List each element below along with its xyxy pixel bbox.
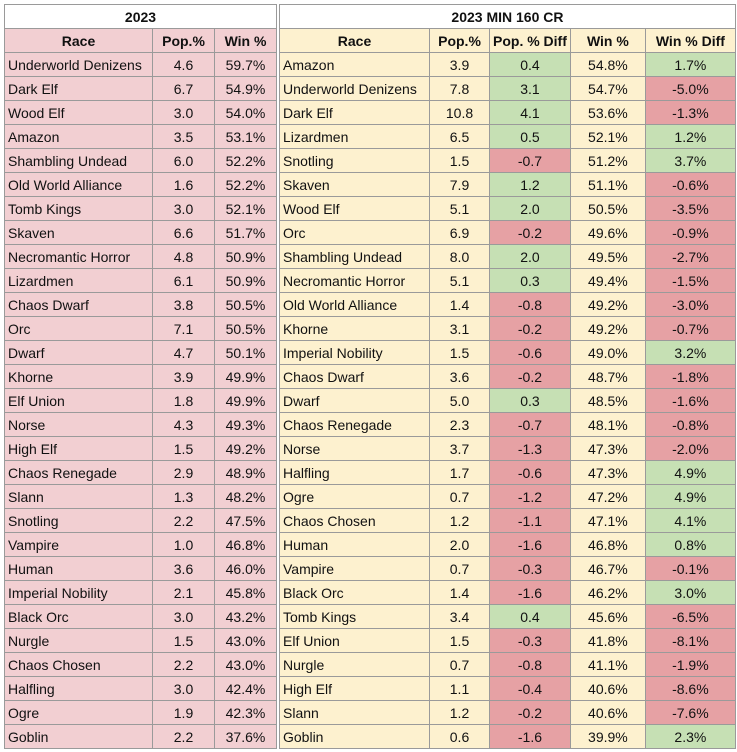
left-win-cell: 49.2% xyxy=(215,437,277,461)
right-win-diff-cell: -0.9% xyxy=(645,221,735,245)
right-pop-diff-cell: -0.6 xyxy=(490,461,571,485)
right-win-diff-cell: -8.6% xyxy=(645,677,735,701)
right-win-cell: 48.1% xyxy=(570,413,645,437)
right-win-cell: 45.6% xyxy=(570,605,645,629)
right-race-cell: Chaos Renegade xyxy=(280,413,430,437)
right-race-cell: Orc xyxy=(280,221,430,245)
left-win-cell: 50.1% xyxy=(215,341,277,365)
table-row xyxy=(5,653,736,677)
right-win-diff-cell: -8.1% xyxy=(645,629,735,653)
left-pop-cell: 3.0 xyxy=(153,605,215,629)
right-win-cell: 47.3% xyxy=(570,437,645,461)
left-pop-cell: 2.2 xyxy=(153,725,215,749)
right-win-diff-cell: -7.6% xyxy=(645,701,735,725)
table-row xyxy=(5,197,736,221)
right-race-cell: Khorne xyxy=(280,317,430,341)
left-race-cell: Black Orc xyxy=(5,605,153,629)
right-race-cell: Lizardmen xyxy=(280,125,430,149)
left-win-cell: 42.4% xyxy=(215,677,277,701)
right-win-cell: 48.5% xyxy=(570,389,645,413)
left-win-cell: 52.2% xyxy=(215,149,277,173)
right-race-cell: Slann xyxy=(280,701,430,725)
right-pop-diff-cell: -0.2 xyxy=(490,221,571,245)
left-race-cell: Chaos Renegade xyxy=(5,461,153,485)
left-win-cell: 48.2% xyxy=(215,485,277,509)
left-pop-cell: 3.0 xyxy=(153,101,215,125)
right-win-diff-cell: -1.5% xyxy=(645,269,735,293)
left-win-cell: 50.5% xyxy=(215,293,277,317)
right-pop-diff-cell: -0.6 xyxy=(490,341,571,365)
right-race-cell: Skaven xyxy=(280,173,430,197)
left-race-cell: Ogre xyxy=(5,701,153,725)
table-body xyxy=(5,53,736,749)
right-pop-cell: 1.4 xyxy=(430,581,490,605)
right-win-cell: 49.4% xyxy=(570,269,645,293)
right-pop-cell: 1.5 xyxy=(430,149,490,173)
right-race-cell: Vampire xyxy=(280,557,430,581)
right-win-diff-cell: -2.7% xyxy=(645,245,735,269)
right-win-diff-cell: 4.1% xyxy=(645,509,735,533)
left-pop-cell: 1.0 xyxy=(153,533,215,557)
right-win-cell: 51.2% xyxy=(570,149,645,173)
left-pop-cell: 3.0 xyxy=(153,197,215,221)
right-win-cell: 48.7% xyxy=(570,365,645,389)
right-pop-cell: 5.0 xyxy=(430,389,490,413)
left-win-cell: 37.6% xyxy=(215,725,277,749)
left-pop-cell: 6.7 xyxy=(153,77,215,101)
table-row xyxy=(5,701,736,725)
left-race-cell: Vampire xyxy=(5,533,153,557)
right-win-diff-cell: 4.9% xyxy=(645,461,735,485)
left-win-cell: 54.0% xyxy=(215,101,277,125)
right-pop-cell: 7.9 xyxy=(430,173,490,197)
right-pop-diff-cell: -0.2 xyxy=(490,365,571,389)
right-win-diff-cell: 4.9% xyxy=(645,485,735,509)
right-win-diff-cell: -2.0% xyxy=(645,437,735,461)
table-row xyxy=(5,341,736,365)
right-win-cell: 40.6% xyxy=(570,677,645,701)
right-win-diff-cell: -5.0% xyxy=(645,77,735,101)
right-pop-cell: 3.7 xyxy=(430,437,490,461)
right-pop-diff-cell: 4.1 xyxy=(490,101,571,125)
left-pop-cell: 6.1 xyxy=(153,269,215,293)
right-race-cell: Necromantic Horror xyxy=(280,269,430,293)
right-pop-cell: 6.9 xyxy=(430,221,490,245)
right-win-cell: 40.6% xyxy=(570,701,645,725)
right-race-cell: Ogre xyxy=(280,485,430,509)
left-win-cell: 46.0% xyxy=(215,557,277,581)
right-header-pop-diff: Pop. % Diff xyxy=(490,29,571,53)
left-race-cell: Underworld Denizens xyxy=(5,53,153,77)
left-win-cell: 49.3% xyxy=(215,413,277,437)
right-win-cell: 47.1% xyxy=(570,509,645,533)
left-pop-cell: 2.2 xyxy=(153,509,215,533)
left-race-cell: Norse xyxy=(5,413,153,437)
right-pop-diff-cell: 0.3 xyxy=(490,269,571,293)
right-race-cell: Norse xyxy=(280,437,430,461)
right-win-cell: 52.1% xyxy=(570,125,645,149)
left-win-cell: 59.7% xyxy=(215,53,277,77)
right-win-diff-cell: 3.7% xyxy=(645,149,735,173)
right-win-diff-cell: 1.7% xyxy=(645,53,735,77)
right-pop-diff-cell: -1.6 xyxy=(490,533,571,557)
left-race-cell: Goblin xyxy=(5,725,153,749)
left-header-win: Win % xyxy=(215,29,277,53)
right-pop-cell: 0.6 xyxy=(430,725,490,749)
left-race-cell: Elf Union xyxy=(5,389,153,413)
left-win-cell: 43.0% xyxy=(215,629,277,653)
column-header-row xyxy=(5,29,736,53)
left-win-cell: 48.9% xyxy=(215,461,277,485)
right-pop-diff-cell: -0.7 xyxy=(490,413,571,437)
left-race-cell: Orc xyxy=(5,317,153,341)
left-win-cell: 51.7% xyxy=(215,221,277,245)
left-pop-cell: 4.3 xyxy=(153,413,215,437)
table-row xyxy=(5,629,736,653)
table-row xyxy=(5,605,736,629)
right-race-cell: Tomb Kings xyxy=(280,605,430,629)
right-win-cell: 50.5% xyxy=(570,197,645,221)
left-win-cell: 47.5% xyxy=(215,509,277,533)
right-win-diff-cell: -0.1% xyxy=(645,557,735,581)
left-race-cell: Chaos Dwarf xyxy=(5,293,153,317)
table-row xyxy=(5,317,736,341)
right-win-cell: 47.3% xyxy=(570,461,645,485)
left-pop-cell: 1.5 xyxy=(153,629,215,653)
left-pop-cell: 6.0 xyxy=(153,149,215,173)
left-pop-cell: 3.9 xyxy=(153,365,215,389)
table-row xyxy=(5,77,736,101)
left-race-cell: Shambling Undead xyxy=(5,149,153,173)
left-race-cell: Human xyxy=(5,557,153,581)
right-race-cell: Amazon xyxy=(280,53,430,77)
right-pop-cell: 0.7 xyxy=(430,485,490,509)
left-race-cell: Chaos Chosen xyxy=(5,653,153,677)
right-win-cell: 49.2% xyxy=(570,293,645,317)
right-pop-diff-cell: -1.3 xyxy=(490,437,571,461)
left-win-cell: 49.9% xyxy=(215,389,277,413)
left-pop-cell: 2.1 xyxy=(153,581,215,605)
right-win-diff-cell: -1.9% xyxy=(645,653,735,677)
left-race-cell: Nurgle xyxy=(5,629,153,653)
right-pop-diff-cell: -1.6 xyxy=(490,725,571,749)
right-race-cell: Old World Alliance xyxy=(280,293,430,317)
table-row xyxy=(5,557,736,581)
right-pop-diff-cell: 2.0 xyxy=(490,245,571,269)
right-race-cell: Underworld Denizens xyxy=(280,77,430,101)
left-header-race: Race xyxy=(5,29,153,53)
left-header-pop: Pop.% xyxy=(153,29,215,53)
table-row xyxy=(5,125,736,149)
right-win-diff-cell: -1.3% xyxy=(645,101,735,125)
right-race-cell: Black Orc xyxy=(280,581,430,605)
right-win-cell: 54.8% xyxy=(570,53,645,77)
right-race-cell: Shambling Undead xyxy=(280,245,430,269)
right-pop-cell: 1.5 xyxy=(430,341,490,365)
left-pop-cell: 6.6 xyxy=(153,221,215,245)
left-pop-cell: 2.9 xyxy=(153,461,215,485)
left-pop-cell: 3.0 xyxy=(153,677,215,701)
right-pop-cell: 6.5 xyxy=(430,125,490,149)
right-pop-diff-cell: -1.2 xyxy=(490,485,571,509)
right-pop-diff-cell: 0.5 xyxy=(490,125,571,149)
right-win-diff-cell: -6.5% xyxy=(645,605,735,629)
right-win-diff-cell: 3.0% xyxy=(645,581,735,605)
right-pop-diff-cell: 1.2 xyxy=(490,173,571,197)
right-race-cell: Elf Union xyxy=(280,629,430,653)
right-pop-diff-cell: -0.3 xyxy=(490,629,571,653)
right-win-cell: 46.8% xyxy=(570,533,645,557)
right-win-diff-cell: 2.3% xyxy=(645,725,735,749)
right-pop-diff-cell: -0.2 xyxy=(490,701,571,725)
right-header-race: Race xyxy=(280,29,430,53)
right-race-cell: Human xyxy=(280,533,430,557)
right-win-diff-cell: -3.0% xyxy=(645,293,735,317)
right-pop-diff-cell: 2.0 xyxy=(490,197,571,221)
table-row xyxy=(5,389,736,413)
right-win-cell: 49.0% xyxy=(570,341,645,365)
table-row xyxy=(5,461,736,485)
left-race-cell: High Elf xyxy=(5,437,153,461)
left-win-cell: 49.9% xyxy=(215,365,277,389)
right-win-cell: 41.1% xyxy=(570,653,645,677)
left-race-cell: Dwarf xyxy=(5,341,153,365)
right-pop-cell: 1.2 xyxy=(430,509,490,533)
left-pop-cell: 4.7 xyxy=(153,341,215,365)
left-race-cell: Necromantic Horror xyxy=(5,245,153,269)
left-pop-cell: 7.1 xyxy=(153,317,215,341)
right-win-diff-cell: -0.6% xyxy=(645,173,735,197)
right-win-cell: 53.6% xyxy=(570,101,645,125)
left-pop-cell: 4.6 xyxy=(153,53,215,77)
right-pop-diff-cell: 0.4 xyxy=(490,605,571,629)
table-row xyxy=(5,101,736,125)
right-race-cell: Nurgle xyxy=(280,653,430,677)
table-row xyxy=(5,677,736,701)
right-win-diff-cell: -0.7% xyxy=(645,317,735,341)
left-race-cell: Tomb Kings xyxy=(5,197,153,221)
right-pop-cell: 1.5 xyxy=(430,629,490,653)
right-pop-diff-cell: -0.4 xyxy=(490,677,571,701)
right-race-cell: Dark Elf xyxy=(280,101,430,125)
left-pop-cell: 1.9 xyxy=(153,701,215,725)
right-pop-cell: 8.0 xyxy=(430,245,490,269)
right-race-cell: Goblin xyxy=(280,725,430,749)
left-win-cell: 43.2% xyxy=(215,605,277,629)
table-row xyxy=(5,413,736,437)
right-win-cell: 54.7% xyxy=(570,77,645,101)
right-pop-diff-cell: 0.3 xyxy=(490,389,571,413)
left-race-cell: Slann xyxy=(5,485,153,509)
right-pop-diff-cell: -0.8 xyxy=(490,293,571,317)
right-win-cell: 39.9% xyxy=(570,725,645,749)
right-race-cell: Dwarf xyxy=(280,389,430,413)
left-race-cell: Khorne xyxy=(5,365,153,389)
right-win-diff-cell: 3.2% xyxy=(645,341,735,365)
right-pop-diff-cell: 3.1 xyxy=(490,77,571,101)
left-pop-cell: 1.8 xyxy=(153,389,215,413)
right-win-diff-cell: 1.2% xyxy=(645,125,735,149)
right-pop-diff-cell: -0.8 xyxy=(490,653,571,677)
left-win-cell: 42.3% xyxy=(215,701,277,725)
left-race-cell: Wood Elf xyxy=(5,101,153,125)
right-win-cell: 41.8% xyxy=(570,629,645,653)
left-race-cell: Amazon xyxy=(5,125,153,149)
right-pop-diff-cell: -1.1 xyxy=(490,509,571,533)
left-win-cell: 50.9% xyxy=(215,245,277,269)
right-win-diff-cell: -0.8% xyxy=(645,413,735,437)
right-win-cell: 49.6% xyxy=(570,221,645,245)
right-race-cell: High Elf xyxy=(280,677,430,701)
right-pop-cell: 1.7 xyxy=(430,461,490,485)
right-win-diff-cell: -3.5% xyxy=(645,197,735,221)
right-pop-diff-cell: 0.4 xyxy=(490,53,571,77)
left-win-cell: 53.1% xyxy=(215,125,277,149)
left-win-cell: 52.1% xyxy=(215,197,277,221)
left-win-cell: 50.5% xyxy=(215,317,277,341)
right-pop-cell: 5.1 xyxy=(430,197,490,221)
left-win-cell: 45.8% xyxy=(215,581,277,605)
left-race-cell: Halfling xyxy=(5,677,153,701)
right-win-diff-cell: -1.8% xyxy=(645,365,735,389)
left-win-cell: 46.8% xyxy=(215,533,277,557)
right-pop-diff-cell: -0.7 xyxy=(490,149,571,173)
right-race-cell: Snotling xyxy=(280,149,430,173)
left-pop-cell: 3.5 xyxy=(153,125,215,149)
left-pop-cell: 1.6 xyxy=(153,173,215,197)
table-row xyxy=(5,269,736,293)
table-row xyxy=(5,221,736,245)
right-pop-diff-cell: -0.2 xyxy=(490,317,571,341)
table-row xyxy=(5,245,736,269)
right-win-diff-cell: -1.6% xyxy=(645,389,735,413)
right-pop-diff-cell: -1.6 xyxy=(490,581,571,605)
table-row xyxy=(5,293,736,317)
right-pop-cell: 3.9 xyxy=(430,53,490,77)
right-header-win-diff: Win % Diff xyxy=(645,29,735,53)
right-win-cell: 46.2% xyxy=(570,581,645,605)
right-pop-cell: 2.3 xyxy=(430,413,490,437)
right-win-cell: 51.1% xyxy=(570,173,645,197)
table-row xyxy=(5,53,736,77)
table-row xyxy=(5,581,736,605)
left-win-cell: 50.9% xyxy=(215,269,277,293)
right-pop-cell: 3.6 xyxy=(430,365,490,389)
left-pop-cell: 1.5 xyxy=(153,437,215,461)
left-race-cell: Lizardmen xyxy=(5,269,153,293)
right-win-cell: 49.5% xyxy=(570,245,645,269)
right-pop-diff-cell: -0.3 xyxy=(490,557,571,581)
right-header-pop: Pop.% xyxy=(430,29,490,53)
table-row xyxy=(5,149,736,173)
left-win-cell: 52.2% xyxy=(215,173,277,197)
right-win-cell: 47.2% xyxy=(570,485,645,509)
right-win-cell: 49.2% xyxy=(570,317,645,341)
left-race-cell: Snotling xyxy=(5,509,153,533)
table-row xyxy=(5,365,736,389)
table-row xyxy=(5,173,736,197)
left-race-cell: Dark Elf xyxy=(5,77,153,101)
right-race-cell: Halfling xyxy=(280,461,430,485)
table-row xyxy=(5,725,736,749)
race-stats-table xyxy=(4,4,736,749)
left-race-cell: Imperial Nobility xyxy=(5,581,153,605)
left-win-cell: 54.9% xyxy=(215,77,277,101)
right-header-win: Win % xyxy=(570,29,645,53)
left-race-cell: Skaven xyxy=(5,221,153,245)
right-pop-cell: 1.1 xyxy=(430,677,490,701)
right-win-cell: 46.7% xyxy=(570,557,645,581)
right-pop-cell: 3.4 xyxy=(430,605,490,629)
left-pop-cell: 3.8 xyxy=(153,293,215,317)
right-pop-cell: 0.7 xyxy=(430,653,490,677)
right-race-cell: Wood Elf xyxy=(280,197,430,221)
right-pop-cell: 1.4 xyxy=(430,293,490,317)
right-pop-cell: 5.1 xyxy=(430,269,490,293)
right-pop-cell: 10.8 xyxy=(430,101,490,125)
left-pop-cell: 1.3 xyxy=(153,485,215,509)
right-pop-cell: 3.1 xyxy=(430,317,490,341)
right-pop-cell: 0.7 xyxy=(430,557,490,581)
right-section-title: 2023 MIN 160 CR xyxy=(280,5,736,29)
left-section-title: 2023 xyxy=(5,5,277,29)
right-race-cell: Imperial Nobility xyxy=(280,341,430,365)
table-row xyxy=(5,437,736,461)
right-pop-cell: 1.2 xyxy=(430,701,490,725)
table-row xyxy=(5,533,736,557)
left-pop-cell: 2.2 xyxy=(153,653,215,677)
stats-sheet xyxy=(4,4,736,749)
right-race-cell: Chaos Chosen xyxy=(280,509,430,533)
right-race-cell: Chaos Dwarf xyxy=(280,365,430,389)
left-win-cell: 43.0% xyxy=(215,653,277,677)
left-race-cell: Old World Alliance xyxy=(5,173,153,197)
right-win-diff-cell: 0.8% xyxy=(645,533,735,557)
section-title-row xyxy=(5,5,736,29)
left-pop-cell: 3.6 xyxy=(153,557,215,581)
table-row xyxy=(5,509,736,533)
left-pop-cell: 4.8 xyxy=(153,245,215,269)
table-row xyxy=(5,485,736,509)
right-pop-cell: 2.0 xyxy=(430,533,490,557)
right-pop-cell: 7.8 xyxy=(430,77,490,101)
